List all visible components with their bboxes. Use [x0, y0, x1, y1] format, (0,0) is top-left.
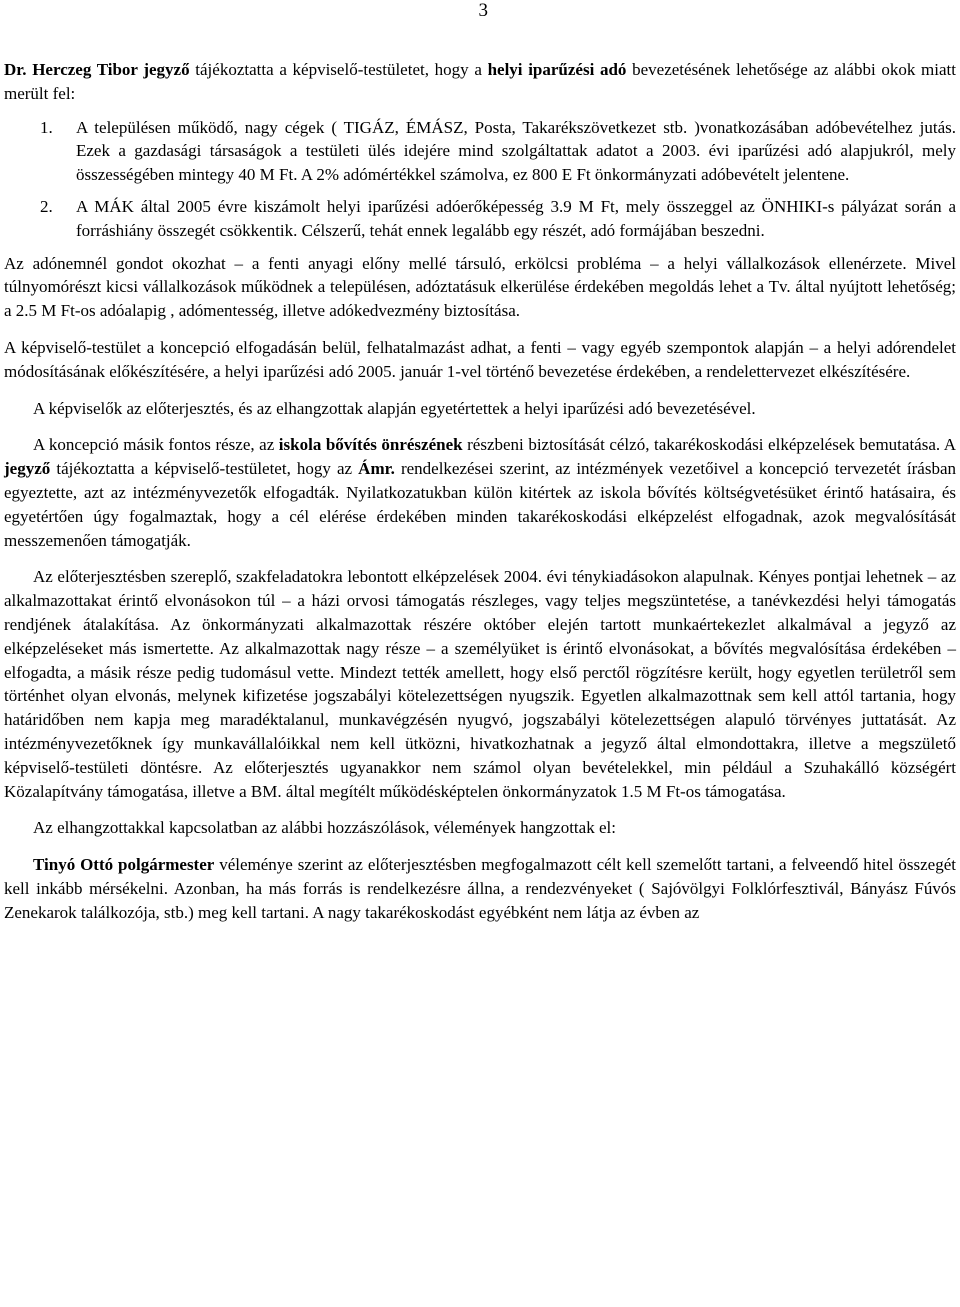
intro-name: Herczeg Tibor jegyző: [32, 60, 190, 79]
p4-text-c: részbeni biztosítását célzó, takarékoskodási elképzelések bemutatása. A: [462, 435, 957, 455]
list-text: A településen működő, nagy cégek ( TIGÁZ, ÉMÁSZ, Posta, Takarékszövetkezet stb. )vonatkozásában adóbevételhez jutás. Ezek a gazdasági társaságok a testületi ülés idejére mind szolgáltattak adatot a 2003. évi iparűzési adó alapjukról, mely összességében mintegy 40 M Ft. A 2% adómértékkel számolva, ez 800 E Ft önkormányzati adóbevételt jelentene.: [76, 117, 956, 185]
paragraph-school-expansion: [4, 433, 956, 552]
p4-text-g: rendelkezései szerint, az intézmények vezetőivel a koncepció tervezetét írásban egyeztette, azt az intézményvezetők elfogadták. Nyilatkozatukban külön kitértek az iskola bővítés költségvetésüket érintő hatásaira, és egyetértően úgy fogalmaztak, hogy a cél elérése érdekében minden takarékoskodási elképzelést elfogadnak, azok megvalósítását messzemenően támogatják.: [4, 459, 956, 550]
intro-bold-tax: helyi iparűzési adó: [487, 60, 627, 79]
mayor-opinion-text: véleménye szerint az előterjesztésben megfogalmazott célt kell szemelőtt tartani, a felveendő hitel összegét kell inkább mérsékelni. Azonban, ha más forrás is rendelkezésre állna, a rendezvényeket ( Sajóvölgyi Folklórfesztivál, Bányász Fúvós Zenekarok találkozója, stb.) meg kell tartani. A nagy takarékoskodást egyébként nem látja az évben az: [4, 855, 956, 922]
paragraph-tax-concerns: Az adónemnél gondot okozhat – a fenti anyagi előny mellé társuló, erkölcsi probléma – a helyi vállalkozások ellenérzete. Mivel túlnyomórészt kicsi vállalkozások működnek a településen, adóztatásuk elkerülése érdekében megoldás lehet a Tv. által nyújtott lehetőség; a 2.5 M Ft-os adóalapig , adómentesség, illetve adókedvezmény biztosítása.: [4, 253, 956, 321]
paragraph-comments-intro: Az elhangzottakkal kapcsolatban az alábbi hozzászólások, vélemények hangzottak el:: [33, 818, 616, 838]
intro-dr: Dr.: [4, 60, 27, 79]
intro-text-2: bevezetésének lehetősége az alábbi okok miatt merült fel:: [4, 60, 956, 103]
paragraph-proposal-details: Az előterjesztésben szereplő, szakfeladatokra lebontott elképzelések 2004. évi ténykiadásokon alapulnak. Kényes pontjai lehetnek – az alkalmazottakat érintő elvonásokon túl – a házi orvosi támogatás részleges, vagy teljes megszüntetése, a tanévkezdési helyi támogatás rendjének átalakítása. Az önkormányzati alkalmazottak részére október elején tartott munkaértekezlet alkalmával a jegyző az elképzeléseket más ismertette. Az alkalmazottak nagy része – a személyüket is érintő elvonásokat, a bővítés megvalósítása érdekében – elfogadta, a másik része pedig tudomásul vette. Mindezt tették amellett, hogy első perctől rögzítésre került, hogy egyetlen területről sem történhet olyan elvonás, melynek kifizetése jogszabályi kötelezettségen nyugszik. Egyetlen alkalmazottnak sem kell attól tartania, hogy határidőben nem kapja meg maradéktalanul, munkavégzésén nyugvó, jogszabályi kötelezettségen alapuló törvényes juttatását. Az intézményvezetőknek így munkavállalóikkal nem kell ütközni, hivatkozhatnak a jegyző által elmondottakra, illetve a megszülető képviselő-testületi döntésre. Az előterjesztés ugyanakkor nem számol olyan bevételekkel, min például a Szuhakálló községért Közalapítvány támogatása, illetve a BM. által megítélt működésképtelen önkormányzatok 1.5 M Ft-os támogatása.: [4, 567, 956, 801]
list-number: 1.: [40, 117, 53, 137]
document-body: [4, 58, 956, 938]
paragraph-authorization: A képviselő-testület a koncepció elfogadásán belül, felhatalmazást adhat, a fenti – vagy egyéb szempontok alapján – a helyi adórendelet módosításának előkészítésére, a helyi iparűzési adó 2005. január 1-vel történő bevezetése érdekében, a rendelettervezet elkészítésére.: [4, 337, 956, 381]
list-number: 2.: [40, 196, 53, 216]
mayor-name: Tinyó Ottó polgármester: [33, 855, 215, 875]
intro-paragraph: [4, 58, 956, 106]
paragraph-mayor-opinion: [4, 853, 956, 924]
intro-text-1: tájékoztatta a képviselő-testületet, hogy a: [189, 60, 488, 79]
reason-list: [4, 116, 956, 243]
p4-bold-notary: jegyző: [4, 459, 51, 479]
page-number: 3: [478, 0, 488, 21]
p4-bold-amr: Ámr.: [358, 459, 395, 479]
p4-bold-school: iskola bővítés önrészének: [278, 435, 463, 455]
list-text: A MÁK által 2005 évre kiszámolt helyi iparűzési adóerőképesség 3.9 M Ft, mely összeggel az ÖNHIKI-s pályázat során a forráshiány összegét csökkentik. Célszerű, tehát ennek legalább egy részét, adó formájában beszedni.: [76, 196, 956, 240]
list-item: [4, 116, 956, 187]
list-item: [4, 195, 956, 243]
p4-text-a: A koncepció másik fontos része, az: [33, 435, 279, 455]
paragraph-agreement: A képviselők az előterjesztés, és az elhangzottak alapján egyetértettek a helyi iparűzési adó bevezetésével.: [33, 398, 756, 418]
p4-text-e: tájékoztatta a képviselő-testületet, hogy az: [50, 459, 359, 479]
